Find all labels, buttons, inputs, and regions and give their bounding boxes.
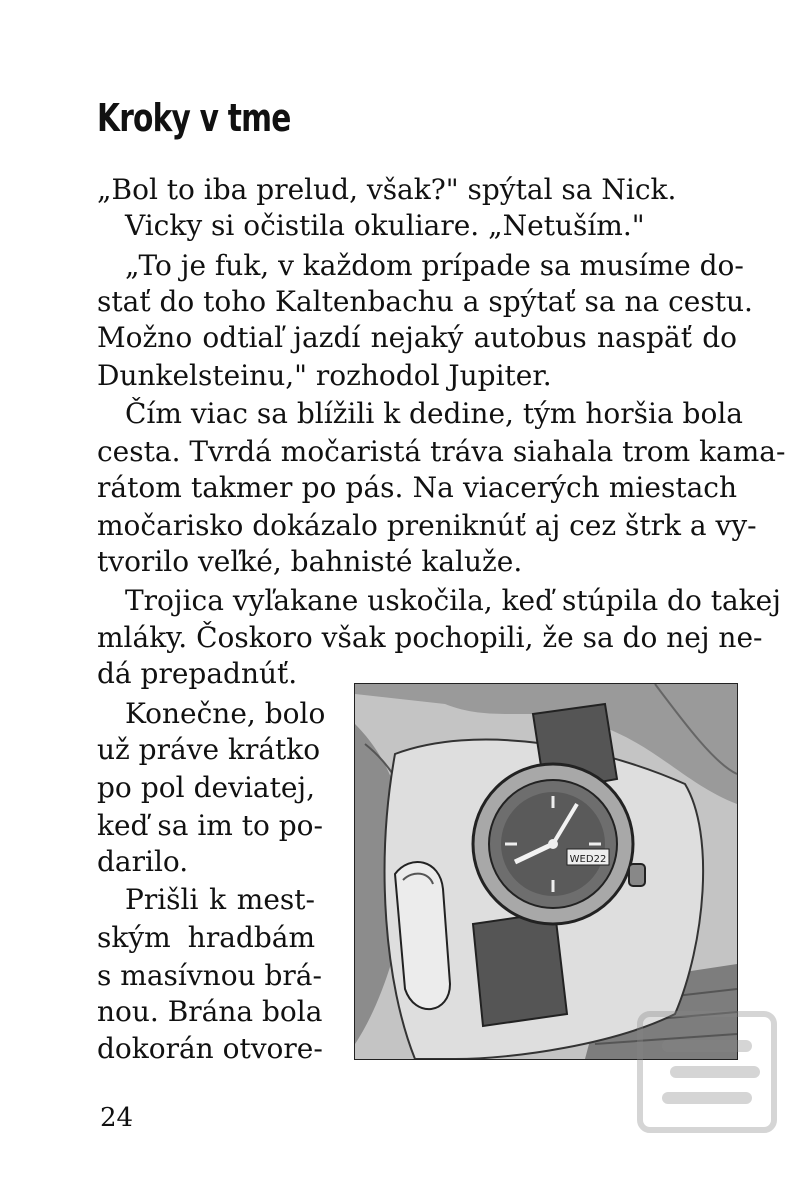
text-line: močarisko dokázalo preniknúť aj cez štrk a vy- — [97, 509, 757, 542]
text-line: ským hradbám — [97, 921, 315, 954]
books-watermark-icon — [634, 1008, 780, 1136]
text-line: „To je fuk, v každom prípade sa musíme do- — [125, 249, 744, 282]
text-line: Prišli k mest- — [125, 883, 315, 916]
text-line: „Bol to iba prelud, však?" spýtal sa Nick. — [97, 173, 677, 206]
text-line: po pol deviatej, — [97, 771, 315, 804]
text-line: rátom takmer po pás. Na viacerých miestach — [97, 471, 737, 504]
text-line: Dunkelsteinu," rozhodol Jupiter. — [97, 359, 552, 392]
text-line: stať do toho Kaltenbachu a spýtať sa na cestu. — [97, 285, 753, 318]
text-line: Trojica vyľakane uskočila, keď stúpila do takej — [125, 584, 781, 617]
chapter-title: Kroky v tme — [97, 96, 291, 140]
text-line: mláky. Čoskoro však pochopili, že sa do nej ne- — [97, 621, 763, 654]
text-line: nou. Brána bola — [97, 995, 323, 1028]
text-line: Čím viac sa blížili k dedine, tým horšia bola — [125, 397, 743, 430]
text-line: s masívnou brá- — [97, 959, 322, 992]
text-line: už práve krátko — [97, 733, 321, 766]
page-number: 24 — [100, 1103, 134, 1133]
text-line: tvorilo veľké, bahnisté kaluže. — [97, 545, 523, 578]
wristwatch-illustration — [354, 683, 738, 1060]
text-line: dá prepadnúť. — [97, 657, 298, 690]
watch-date-label: 22 — [593, 854, 607, 865]
text-line: Vicky si očistila okuliare. „Netuším." — [125, 209, 645, 242]
watch-date-window — [570, 854, 607, 865]
text-line: cesta. Tvrdá močaristá tráva siahala trom kama- — [97, 435, 786, 468]
text-line: darilo. — [97, 845, 189, 878]
text-line: keď sa im to po- — [97, 809, 323, 842]
watch-day-label: WED — [569, 854, 594, 865]
text-line: Konečne, bolo — [125, 697, 326, 730]
text-line: dokorán otvore- — [97, 1032, 323, 1065]
text-line: Možno odtiaľ jazdí nejaký autobus naspäť do — [97, 321, 737, 354]
